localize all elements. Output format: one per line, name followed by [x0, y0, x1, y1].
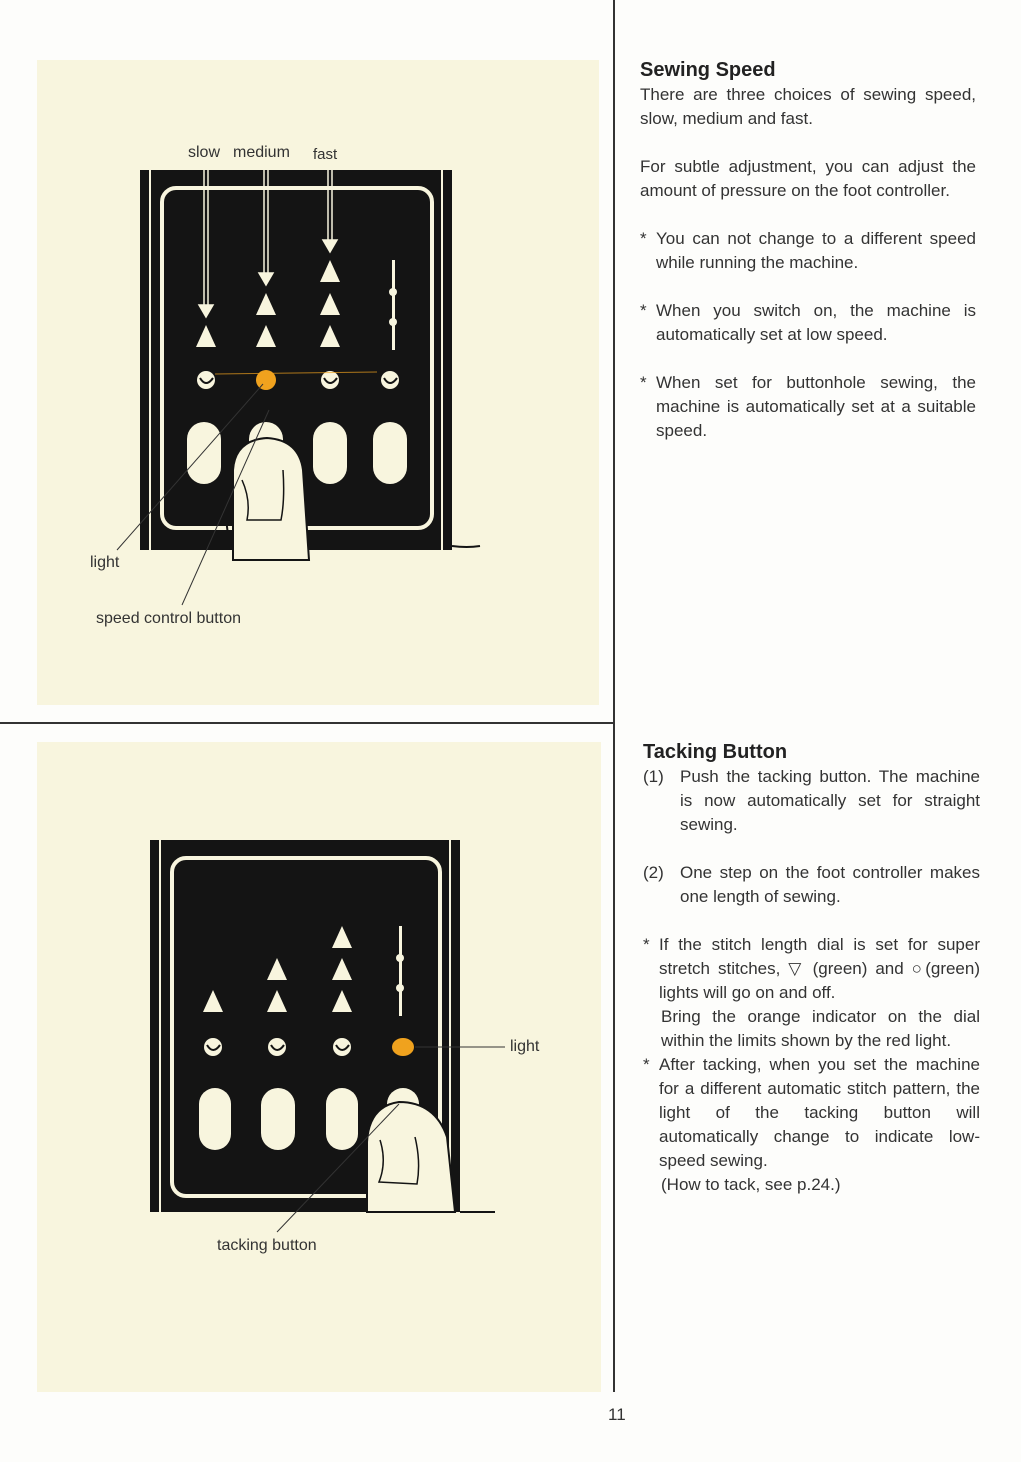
- tacking-button-title: Tacking Button: [643, 741, 788, 763]
- note-text: When you switch on, the machine is automatically set at low speed.: [656, 301, 976, 344]
- button-slow: [187, 422, 221, 484]
- finger-icon: [233, 438, 309, 560]
- page-number: 11: [608, 1405, 626, 1424]
- note-mark: *: [640, 301, 647, 320]
- label-tacking-button: tacking button: [217, 1237, 317, 1254]
- sewing-speed-intro: There are three choices of sewing speed, slow, medium and fast.: [640, 85, 976, 128]
- label-fast: fast: [313, 146, 338, 163]
- note: [643, 1053, 980, 1173]
- note: [643, 933, 980, 1005]
- note: [640, 299, 976, 347]
- step-text: Push the tacking button. The machine is now automatically set for straight sewing.: [680, 767, 980, 834]
- figure-speed-panel: [37, 60, 599, 705]
- note-mark: *: [643, 1055, 650, 1074]
- label-light: light: [90, 554, 120, 571]
- section-divider: [0, 722, 614, 724]
- tacking-panel-illustration: [37, 742, 601, 1392]
- step-number: (1): [643, 767, 664, 786]
- note-text: When set for buttonhole sewing, the machine is automatically set at a suitable speed.: [656, 373, 976, 440]
- sewing-speed-adjust: For subtle adjustment, you can adjust the amount of pressure on the foot controller.: [640, 157, 976, 200]
- button-fast: [313, 422, 347, 484]
- step-text: One step on the foot controller makes one length of sewing.: [680, 863, 980, 906]
- straight-stitch-icon: [392, 260, 395, 350]
- figure-tacking-panel: [37, 742, 601, 1392]
- note-mark: *: [640, 373, 647, 392]
- note-text: After tacking, when you set the machine for a different automatic stitch pattern, the light of the tacking button will automatically change to indicate low-speed sewing.: [659, 1055, 980, 1170]
- label-medium: medium: [233, 144, 290, 161]
- note-continuation: Bring the orange indicator on the dial within the limits shown by the red light.: [661, 1007, 980, 1050]
- note-text: If the stitch length dial is set for super stretch stitches, ▽ (green) and ○(green) lights will go on and off.: [659, 935, 980, 1002]
- button-slow: [199, 1088, 231, 1150]
- note: [640, 371, 976, 443]
- note-reference: (How to tack, see p.24.): [661, 1175, 841, 1194]
- housing-shadow: [452, 546, 480, 547]
- note-text: You can not change to a different speed while running the machine.: [656, 229, 976, 272]
- sewing-speed-title: Sewing Speed: [640, 59, 776, 81]
- label-slow: slow: [188, 144, 221, 161]
- button-medium: [261, 1088, 295, 1150]
- step-item: [643, 861, 980, 909]
- sewing-speed-section: [640, 58, 976, 443]
- note-mark: *: [643, 935, 650, 954]
- note: [640, 227, 976, 275]
- label-speed-control-button: speed control button: [96, 610, 241, 627]
- step-item: [643, 765, 980, 837]
- note-mark: *: [640, 229, 647, 248]
- button-tacking: [373, 422, 407, 484]
- straight-stitch-icon: [399, 926, 402, 1016]
- button-fast: [326, 1088, 358, 1150]
- tacking-button-section: [643, 740, 980, 1197]
- light-tacking-lit: [392, 1038, 414, 1056]
- step-number: (2): [643, 863, 664, 882]
- column-divider: [613, 0, 615, 1392]
- label-light: light: [510, 1038, 540, 1055]
